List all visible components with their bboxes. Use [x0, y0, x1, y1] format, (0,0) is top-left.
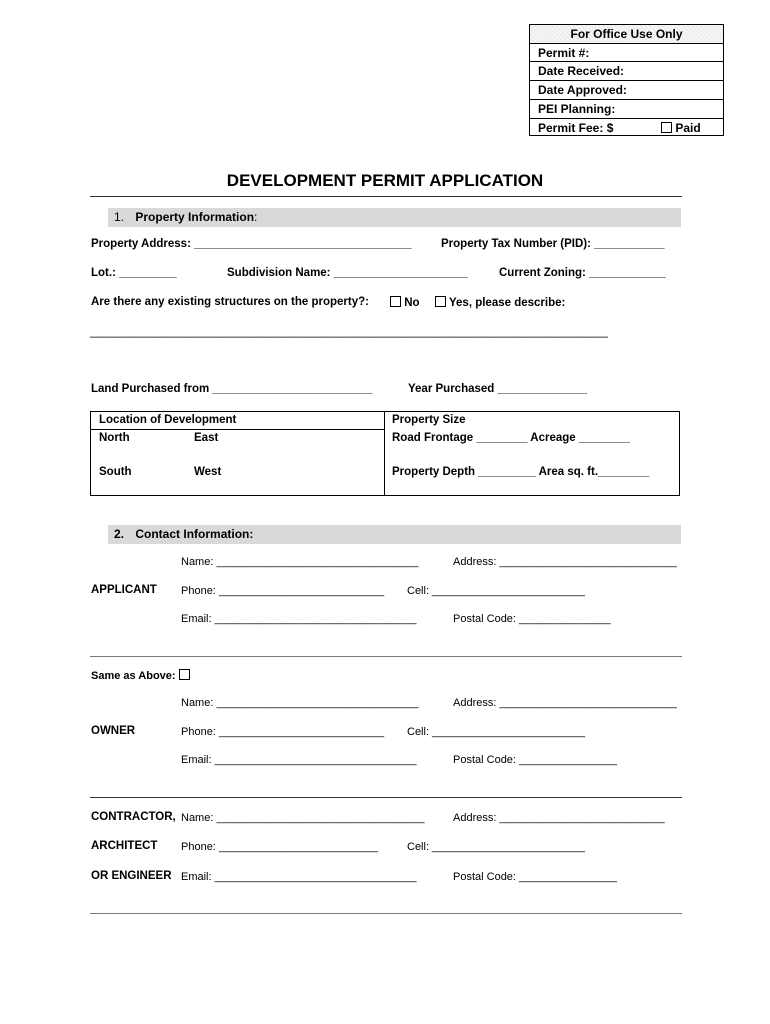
north-label[interactable]: North [99, 432, 130, 444]
no-label: No [404, 297, 420, 309]
owner-name-field[interactable]: Name: _________________________________ [181, 697, 419, 709]
applicant-label: APPLICANT [91, 584, 157, 596]
section-1-title: Property Information [135, 210, 255, 224]
section-1-header [108, 208, 681, 227]
contractor-phone-field[interactable]: Phone: __________________________ [181, 841, 378, 853]
architect-label: ARCHITECT [91, 840, 158, 852]
contractor-cell-field[interactable]: Cell: _________________________ [407, 841, 586, 853]
engineer-label: OR ENGINEER [91, 870, 172, 882]
applicant-address-field[interactable]: Address: _____________________________ [453, 556, 677, 568]
road-frontage-field[interactable]: Road Frontage ________ Acreage ________ [392, 432, 631, 444]
applicant-divider [90, 656, 682, 657]
yes-option [435, 296, 565, 309]
describe-line[interactable]: _________________________________________________________________________________ [90, 326, 609, 338]
east-label[interactable]: East [194, 432, 219, 444]
no-option [390, 296, 420, 309]
applicant-phone-field[interactable]: Phone: ___________________________ [181, 585, 385, 597]
location-table [90, 411, 680, 496]
owner-label: OWNER [91, 725, 136, 737]
contractor-postal-field[interactable]: Postal Code: ________________ [453, 871, 617, 883]
size-header: Property Size [392, 414, 466, 426]
office-use-box [529, 24, 724, 136]
same-as-above-checkbox[interactable] [179, 669, 190, 680]
title-rule [90, 196, 682, 197]
contractor-label: CONTRACTOR, [91, 811, 176, 823]
pid-field[interactable]: Property Tax Number (PID): ___________ [441, 238, 665, 250]
section-2-title: Contact Information: [135, 527, 254, 541]
owner-email-field[interactable]: Email: _________________________________ [181, 754, 417, 766]
paid-label: Paid [675, 121, 701, 135]
location-header: Location of Development [99, 414, 237, 426]
owner-divider [90, 797, 682, 798]
table-hline [91, 429, 384, 430]
same-as-above-label: Same as Above: [91, 670, 176, 682]
same-as-above [91, 669, 190, 682]
owner-address-field[interactable]: Address: _____________________________ [453, 697, 677, 709]
pei-planning-field: PEI Planning: [530, 99, 723, 117]
paid-option [661, 119, 701, 137]
owner-cell-field[interactable]: Cell: _________________________ [407, 726, 586, 738]
date-received-field: Date Received: [530, 61, 723, 79]
yes-checkbox[interactable] [435, 296, 446, 307]
permit-number-field: Permit #: [530, 43, 723, 61]
property-depth-field[interactable]: Property Depth _________ Area sq. ft.________ [392, 466, 650, 478]
date-approved-field: Date Approved: [530, 80, 723, 98]
structures-question: Are there any existing structures on the property?: [91, 296, 369, 308]
applicant-email-field[interactable]: Email: _________________________________ [181, 613, 417, 625]
west-label[interactable]: West [194, 466, 222, 478]
applicant-cell-field[interactable]: Cell: _________________________ [407, 585, 586, 597]
office-use-header: For Office Use Only [530, 25, 723, 43]
section-1-number: 1. [114, 210, 125, 224]
year-purchased-field[interactable]: Year Purchased ______________ [408, 383, 588, 395]
applicant-postal-field[interactable]: Postal Code: _______________ [453, 613, 611, 625]
zoning-field[interactable]: Current Zoning: ____________ [499, 267, 666, 279]
contractor-email-field[interactable]: Email: _________________________________ [181, 871, 417, 883]
yes-label: Yes, please describe: [449, 297, 566, 309]
section-2-number: 2. [114, 527, 125, 541]
section-1-colon: : [254, 210, 258, 224]
south-label[interactable]: South [99, 466, 132, 478]
owner-postal-field[interactable]: Postal Code: ________________ [453, 754, 617, 766]
subdivision-field[interactable]: Subdivision Name: _____________________ [227, 267, 469, 279]
contractor-name-field[interactable]: Name: __________________________________ [181, 812, 425, 824]
property-address-field[interactable]: Property Address: __________________________________ [91, 238, 412, 250]
lot-field[interactable]: Lot.: _________ [91, 267, 177, 279]
contractor-address-field[interactable]: Address: ___________________________ [453, 812, 665, 824]
permit-fee-row [530, 118, 723, 136]
bottom-divider [90, 913, 682, 914]
permit-fee-label: Permit Fee: $ [538, 121, 614, 135]
page-title: DEVELOPMENT PERMIT APPLICATION [226, 171, 544, 190]
table-divider [384, 412, 385, 495]
section-2-header [108, 525, 681, 544]
no-checkbox[interactable] [390, 296, 401, 307]
owner-phone-field[interactable]: Phone: ___________________________ [181, 726, 385, 738]
land-purchased-field[interactable]: Land Purchased from _________________________ [91, 383, 373, 395]
applicant-name-field[interactable]: Name: _________________________________ [181, 556, 419, 568]
paid-checkbox[interactable] [661, 122, 672, 133]
